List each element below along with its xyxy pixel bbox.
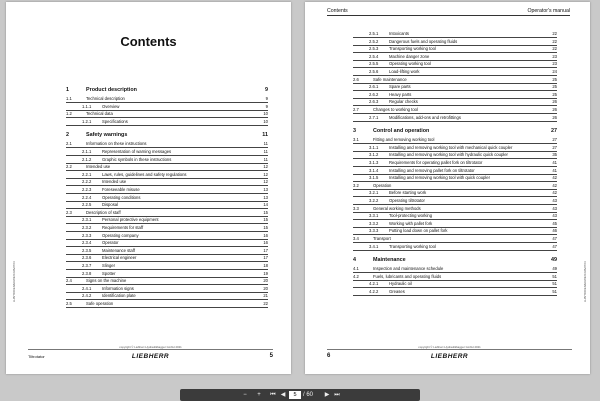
page-footer-left [28,345,273,364]
toc-number: 2.1.2 [82,156,92,162]
toc-title: Description of staff [86,209,121,215]
toc-number: 1.2 [66,111,72,117]
liebherr-logo: LIEBHERR [430,353,469,360]
toc-title: Graphic symbols in these instructions [102,156,172,162]
toc-number: 2.5.5 [369,61,379,67]
toc-number: 2.7 [353,107,359,112]
toc-page: 18 [263,263,268,268]
toc-number: 2.2.4 [82,194,92,200]
toc-chapter[interactable] [66,131,268,139]
toc-title: Dangerous fuels and operating fluids [389,38,458,44]
toc-title: Slinger [102,263,116,268]
page-number: 5 [269,353,273,359]
header-section: Contents [327,8,348,14]
toc-number: 3.3 [353,205,359,211]
toc-title: Tool-protecting working [389,213,433,219]
toc-title: Requirements for staff [102,225,144,230]
toc-page: 21 [263,293,268,299]
toc-page: 11 [263,156,268,162]
toc-title: Operation [373,182,392,188]
total-pages: / 60 [303,392,314,398]
toc-number: 2.2 [66,164,72,170]
toc-entry[interactable] [66,118,268,126]
toc-title: Personal protective equipment [102,217,159,223]
toc-title: Transporting working tool [389,243,436,249]
toc-page: 49 [552,266,557,272]
toc-page: 14 [263,202,268,208]
toc-number: 3.4 [353,236,359,241]
toc-title: Overview [102,103,120,109]
toc-page: 22 [552,31,557,36]
copyright-notice: copyright © Liebherr-Hydraulikbagger GmbH 2021 [119,345,182,349]
toc-entry[interactable] [353,288,557,296]
toc-title: Safe operation [86,301,114,306]
toc-page: 12 [263,171,268,177]
toc-title: Requirements for operating pallet fork on tiltrotator [389,160,483,165]
toc-page: 25 [552,84,557,90]
toc-number: 2.4.1 [82,285,92,291]
toc-title: Load-lifting work [389,69,420,74]
toc-title: Product description [86,87,137,93]
next-page-icon[interactable]: ▶ [324,392,330,398]
zoom-in-icon[interactable]: + [257,392,261,398]
toc-page: 26 [552,114,557,120]
toc-entry[interactable] [66,300,268,308]
toc-page: 47 [552,236,557,241]
toc-number: 4.2 [353,273,359,279]
toc-title: Operating company [102,232,139,238]
page-footer-right [327,345,572,364]
toc-entry[interactable] [353,243,557,251]
toc-page: 15 [263,225,268,230]
toc-title: Signs on the machine [86,278,127,284]
left-page [6,2,291,374]
toc-number: 3.3.1 [369,213,379,219]
liebherr-logo: LIEBHERR [131,353,170,360]
toc-title: Transporting working tool [389,46,436,52]
toc-title: Information on these instructions [86,141,147,147]
toc-page: 11 [262,132,268,139]
toc-page: 11 [263,149,268,154]
toc-number: 1.1 [66,96,72,101]
toc-title: Maintenance staff [102,247,135,253]
toc-page: 16 [263,232,268,238]
toc-page: 10 [263,118,268,124]
toc-number: 2.2.1 [82,171,92,177]
toc-number: 2.5.3 [369,46,379,52]
toc-title: Intended use [86,164,111,170]
toc-number: 4 [353,257,356,264]
toc-number: 2.3.7 [82,263,92,268]
right-page [305,2,590,374]
toc-number: 2.4.2 [82,293,92,299]
toc-title: Transport [373,236,391,241]
toc-number: 4.2.1 [369,281,379,287]
toc-page: 13 [263,194,268,200]
toc-page: 51 [552,281,557,287]
toc-chapter[interactable] [353,256,557,264]
toc-number: 3.1.3 [369,160,379,165]
toc-page: 22 [552,38,557,44]
toc-page: 9 [265,103,268,109]
zoom-out-icon[interactable]: − [243,392,247,398]
toc-chapter[interactable] [353,127,557,135]
toc-title: Working with pallet fork [389,220,433,226]
toc-number: 1 [66,87,69,93]
toc-page: 42 [552,190,557,196]
toc-title: Electrical engineer [102,255,137,261]
toc-page: 12 [263,179,268,185]
toc-title: General working methods [373,205,421,211]
toc-title: Spotter [102,270,116,276]
toc-title: Safe maintenance [373,76,407,82]
toc-title: Maintenance [373,257,406,264]
toc-title: Representation of warning messages [102,149,172,154]
toc-title: Control and operation [373,128,430,135]
page-number: 6 [327,353,331,359]
toc-page: 46 [552,228,557,234]
toc-page: 35 [552,152,557,158]
toc-title: Hydraulic oil [389,281,412,287]
toc-number: 2.3.8 [82,270,92,276]
toc-title: Putting load down on pallet fork [389,228,448,234]
toc-page: 10 [263,111,268,117]
header-manual: Operator's manual [527,8,570,14]
toc-title: Changes to working tool [373,107,418,112]
toc-title: Information signs [102,285,134,291]
toc-title: Foreseeable misuse [102,187,140,192]
toc-page: 26 [552,99,557,105]
toc-page: 17 [263,247,268,253]
toc-title: Intoxicants [389,31,410,36]
toc-page: 24 [552,69,557,74]
toc-number: 2.6.1 [369,84,379,90]
toc-title: Technical data [86,111,113,117]
toc-number: 2.7.1 [369,114,379,120]
toc-number: 3.1.5 [369,175,379,181]
toc-page: 25 [552,91,557,97]
toc-title: Operating tiltrotator [389,198,425,203]
toc-page: 9 [265,87,268,93]
toc-page: 45 [552,220,557,226]
toc-title: Modifications, add-ons and retrofittings [389,114,461,120]
document-code: LHB/TRO/EN/EN/0920-MA/2764 [583,261,587,302]
toc-number: 2.2.3 [82,187,92,192]
toc-page: 23 [552,61,557,67]
toc-title: Operating conditions [102,194,141,200]
toc-title: Operator [102,240,119,246]
toc-page: 13 [263,187,268,192]
toc-title: Inspection and maintenance schedule [373,266,444,272]
toc-page: 43 [552,205,557,211]
contents-title: Contents [120,34,177,49]
toc-number: 3.3.3 [369,228,379,234]
toc-title: Installing and removing working tool with quick coupler [389,175,491,181]
toc-page: 27 [552,144,557,150]
footer-product-name: Tiltrotator [28,354,45,359]
toc-number: 3.1.4 [369,167,379,173]
toc-title: Laws, rules, guidelines and safety regulations [102,171,187,177]
toc-page: 15 [263,209,268,215]
toc-title: Specifications [102,118,128,124]
toc-number: 3.3.2 [369,220,379,226]
toc-number: 2.3.1 [82,217,92,223]
toc-title: Installing and removing working tool with hydraulic quick coupler [389,152,508,158]
toc-page: 41 [552,160,557,165]
copyright-notice: copyright © Liebherr-Hydraulikbagger GmbH 2021 [418,345,481,349]
toc-title: Safety warnings [86,132,128,139]
toc-title: Heavy parts [389,91,412,97]
toc-page: 49 [551,257,557,264]
toc-title: Disposal [102,202,119,208]
first-page-icon[interactable]: ⏮ [270,392,276,398]
toc-page: 27 [551,128,557,135]
toc-title: Identification plate [102,293,136,299]
toc-title: Technical description [86,96,125,101]
toc-page: 27 [552,137,557,143]
toc-number: 1.2.1 [82,118,92,124]
toc-page: 42 [552,182,557,188]
toc-page: 16 [263,240,268,246]
page-number-input[interactable]: 5 [289,391,301,399]
page-header [327,8,570,16]
toc-number: 2.3.4 [82,240,92,246]
toc-page: 22 [552,46,557,52]
toc-number: 4.1 [353,266,359,272]
toc-number: 2.1 [66,141,72,147]
toc-page: 20 [263,285,268,291]
toc-page: 47 [552,243,557,249]
toc-number: 1.1.1 [82,103,92,109]
toc-number: 2.5.6 [369,69,379,74]
toc-number: 2.1.1 [82,149,92,154]
toc-number: 3 [353,128,356,135]
toc-title: Intended use [102,179,127,185]
toc-number: 4.2.2 [369,289,379,294]
toc-page: 43 [552,198,557,203]
toc-number: 2.2.2 [82,179,92,185]
toc-title: Greases [389,289,405,294]
toc-number: 3.1.1 [369,144,379,150]
toc-title: Fuels, lubricants and operating fluids [373,273,442,279]
toc-number: 3.1 [353,137,359,143]
toc-page: 43 [552,213,557,219]
toc-number: 3.4.1 [369,243,379,249]
toc-number: 2.5.2 [369,38,379,44]
toc-number: 2.6 [353,76,359,82]
toc-page: 19 [263,270,268,276]
toc-title: Installing and removing pallet fork on tiltrotator [389,167,475,173]
prev-page-icon[interactable]: ◀ [280,392,286,398]
toc-number: 2.3 [66,209,72,215]
toc-title: Machine danger zone [389,53,430,59]
document-code: LHB/TRO/EN/EN/0920-MA/2764 [12,261,16,302]
toc-page: 26 [552,107,557,112]
toc-page: 51 [552,289,557,294]
toc-entry[interactable] [353,114,557,122]
toc-page: 23 [552,53,557,59]
toc-page: 41 [552,167,557,173]
toc-number: 2.5 [66,301,72,306]
toc-title: Before starting work [389,190,427,196]
toc-title: Spare parts [389,84,411,90]
toc-page: 12 [263,164,268,170]
toc-title: Installing and removing working tool with mechanical quick coupler [389,144,513,150]
toc-title: Fitting and removing working tool [373,137,435,143]
pdf-toolbar [180,389,420,401]
toc-page: 9 [265,96,268,101]
toc-number: 2.6.2 [369,91,379,97]
last-page-icon[interactable]: ⏭ [334,392,340,398]
toc-number: 3.2.2 [369,198,379,203]
toc-number: 2.2.5 [82,202,92,208]
toc-title: Operating working tool [389,61,431,67]
toc-number: 2.3.3 [82,232,92,238]
toc-number: 2.3.2 [82,225,92,230]
toc-number: 2.5.1 [369,31,379,36]
toc-chapter[interactable] [66,86,268,94]
toc-page: 25 [552,76,557,82]
toc-number: 3.2 [353,182,359,188]
toc-number: 3.2.1 [369,190,379,196]
toc-title: Regular checks [389,99,418,105]
toc-number: 2.6.3 [369,99,379,105]
toc-number: 2 [66,132,69,139]
toc-page: 17 [263,255,268,261]
toc-number: 2.3.5 [82,247,92,253]
toc-number: 2.4 [66,278,72,284]
toc-page: 15 [263,217,268,223]
toc-page: 51 [552,273,557,279]
toc-page: 22 [263,301,268,306]
toc-number: 2.5.4 [369,53,379,59]
toc-page: 42 [552,175,557,181]
toc-number: 2.3.6 [82,255,92,261]
toc-page: 11 [263,141,268,147]
toc-page: 20 [263,278,268,284]
toc-number: 3.1.2 [369,152,379,158]
